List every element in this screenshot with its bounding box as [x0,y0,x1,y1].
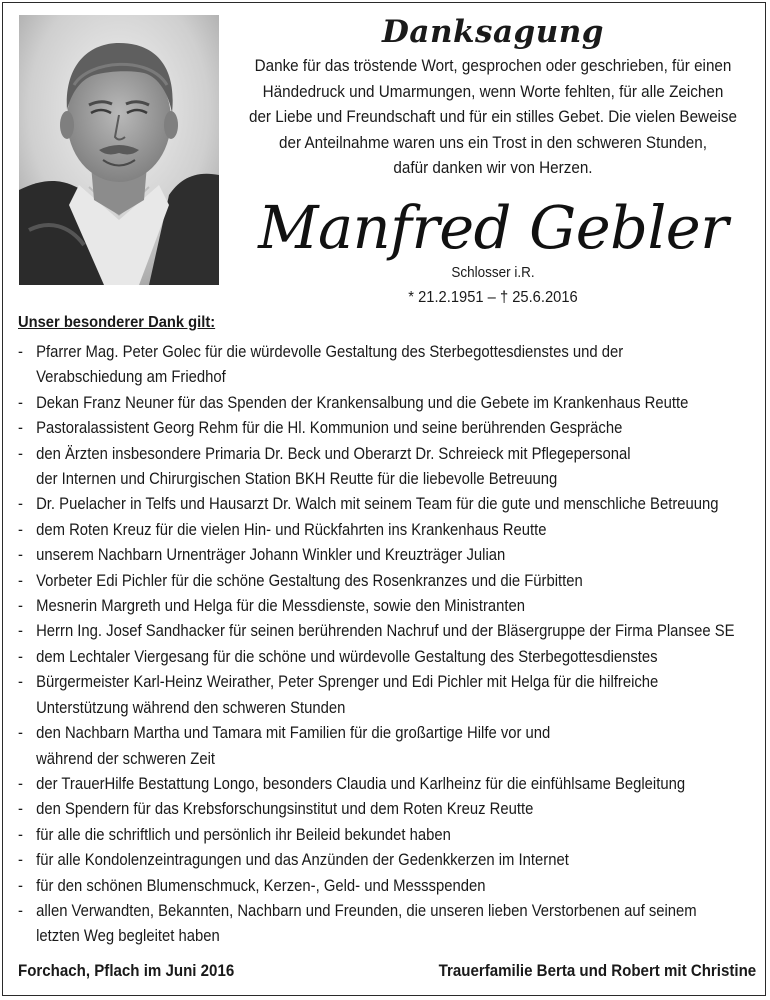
thanks-item-line: der TrauerHilfe Bestattung Longo, besonders Claudia und Karlheinz für die einfühlsame Begleitung [36,774,686,793]
thanks-item-line: unserem Nachbarn Urnenträger Johann Winkler und Kreuzträger Julian [36,546,506,565]
intro-line: Händedruck und Umarmungen, wenn Worte fehlten, für alle Zeichen [262,82,724,101]
thanks-item-line: den Ärzten insbesondere Primaria Dr. Beck und Oberarzt Dr. Schreieck mit Pflegepersonal [36,444,631,463]
dash-bullet: - [18,825,23,844]
dash-bullet: - [18,876,23,895]
dash-bullet: - [18,444,23,463]
thanks-item-line: letzten Weg begleitet haben [36,927,220,946]
thanks-item [18,797,688,822]
family-signature: Trauerfamilie Berta und Robert mit Christine [438,962,756,980]
thanks-item [18,340,688,391]
thanks-item [18,594,688,619]
thanks-heading: Unser besonderer Dank gilt: [18,314,216,331]
thanks-item-line: der Internen und Chirurgischen Station BKH Reutte für die liebevolle Betreuung [36,470,558,489]
thanks-item [18,848,688,873]
place-date: Forchach, Pflach im Juni 2016 [18,962,235,980]
thanks-item-line: allen Verwandten, Bekannten, Nachbarn und Freunden, die unseren lieben Verstorbenen auf seinem [36,901,697,920]
deceased-name: Manfred Gebler [258,193,728,262]
thanks-item-line: den Nachbarn Martha und Tamara mit Familien für die großartige Hilfe vor und [36,724,551,743]
portrait-image [19,15,219,285]
header-block [228,12,758,182]
thanks-item [18,645,688,670]
dash-bullet: - [18,419,23,438]
thanks-item-line: für den schönen Blumenschmuck, Kerzen-, Geld- und Messspenden [36,876,486,895]
dash-bullet: - [18,343,23,361]
thanks-item-line: Bürgermeister Karl-Heinz Weirather, Peter Sprenger und Edi Pichler mit Helga für die hilfreiche [36,673,659,692]
thanks-item-line: für alle die schriftlich und persönlich ihr Beileid bekundet haben [36,825,451,844]
dash-bullet: - [18,800,23,819]
thanks-item-line: Pastoralassistent Georg Rehm für die Hl. Kommunion und seine berührenden Gespräche [36,419,623,438]
thanks-item [18,543,688,568]
dash-bullet: - [18,724,23,743]
dash-bullet: - [18,520,23,539]
intro-line: Danke für das tröstende Wort, gesprochen oder geschrieben, für einen [254,57,732,75]
thanks-item-line: Unterstützung während den schweren Stunden [36,698,346,717]
dash-bullet: - [18,673,23,692]
dash-bullet: - [18,546,23,565]
thanks-item [18,442,688,493]
dash-bullet: - [18,851,23,870]
thanks-item-line: Vorbeter Edi Pichler für die schöne Gestaltung des Rosenkranzes und die Fürbitten [36,571,583,590]
thanks-item [18,670,688,721]
thanks-item-line: Mesnerin Margreth und Helga für die Messdienste, sowie den Ministranten [36,597,526,616]
intro-line: der Anteilnahme waren uns ein Trost in den schweren Stunden, [279,133,707,152]
thanks-item-line: für alle Kondolenzeintragungen und das Anzünden der Gedenkkerzen im Internet [36,851,569,870]
deceased-dates: * 21.2.1951 – † 25.6.2016 [408,289,578,306]
intro-text [247,54,740,182]
thanks-item [18,721,688,772]
portrait-photo [19,15,219,285]
thanks-item-line: den Spendern für das Krebsforschungsinstitut und dem Roten Kreuz Reutte [36,800,534,819]
dash-bullet: - [18,393,23,412]
dash-bullet: - [18,774,23,793]
thanks-item-line: Pfarrer Mag. Peter Golec für die würdevolle Gestaltung des Sterbegottesdienstes und der [36,343,624,361]
thanks-item-line: Herrn Ing. Josef Sandhacker für seinen berührenden Nachruf und der Bläsergruppe der Firma Plansee SE [36,622,735,641]
dash-bullet: - [18,622,23,641]
thanks-item [18,391,688,416]
intro-line: der Liebe und Freundschaft und für ein stilles Gebet. Die vielen Beweise [248,108,738,126]
thanks-item [18,619,735,644]
dash-bullet: - [18,571,23,590]
thanks-item [18,899,697,950]
thanks-item [18,416,688,441]
thanks-item [18,569,688,594]
thanks-item [18,772,688,797]
dash-bullet: - [18,901,23,920]
thanks-item-line: Dr. Puelacher in Telfs und Hausarzt Dr. Walch mit seinem Team für die gute und menschliche Betreuung [36,495,719,514]
dash-bullet: - [18,597,23,616]
dash-bullet: - [18,647,23,666]
thanks-list [18,340,758,950]
thanks-item-line: Dekan Franz Neuner für das Spenden der Krankensalbung und die Gebete im Krankenhaus Reutte [36,393,689,412]
thanks-item-line: dem Roten Kreuz für die vielen Hin- und Rückfahrten ins Krankenhaus Reutte [36,520,547,539]
dash-bullet: - [18,495,23,514]
intro-line: dafür danken wir von Herzen. [393,159,593,177]
thanks-item [18,518,688,543]
thanks-item-line: dem Lechtaler Viergesang für die schöne und würdevolle Gestaltung des Sterbegottesdienstes [36,647,658,666]
page-title: Danksagung [382,14,604,50]
thanks-item-line: Verabschiedung am Friedhof [36,368,226,387]
deceased-occupation: Schlosser i.R. [451,264,535,281]
thanks-item [18,492,719,517]
thanks-item [18,823,688,848]
thanks-item [18,874,688,899]
thanks-item-line: während der schweren Zeit [36,749,216,768]
